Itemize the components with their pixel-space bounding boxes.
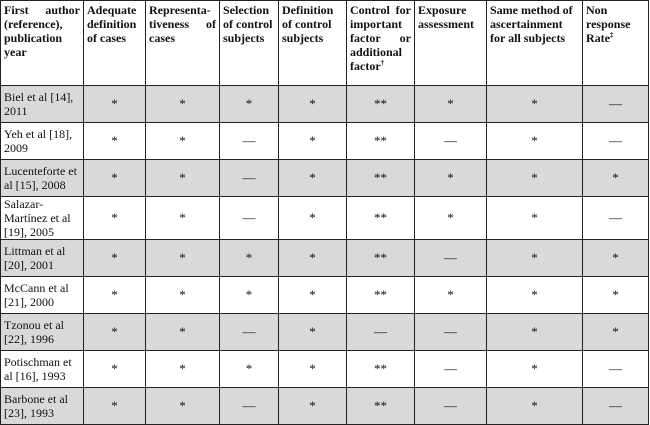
score-cell: * [279, 388, 347, 425]
table-row [1, 351, 649, 388]
column-header-author: First author (reference), publication year [1, 1, 84, 86]
score-cell: * [84, 351, 146, 388]
score-cell: * [583, 277, 649, 314]
table-row [1, 160, 649, 197]
table-row [1, 123, 649, 160]
score-cell: * [146, 314, 220, 351]
author-cell: Salazar-Martínez et al [19], 2005 [1, 197, 84, 240]
score-cell: * [415, 197, 487, 240]
column-header-control-definition: Definition of control subjects [279, 1, 347, 86]
score-cell: — [220, 160, 279, 197]
score-cell: * [487, 388, 583, 425]
score-cell: * [146, 240, 220, 277]
score-cell: * [279, 314, 347, 351]
score-cell: * [279, 240, 347, 277]
score-cell: ** [347, 240, 415, 277]
score-cell: * [84, 388, 146, 425]
score-cell: ** [347, 86, 415, 123]
score-cell: — [220, 197, 279, 240]
author-cell: Littman et al [20], 2001 [1, 240, 84, 277]
column-header-control-factor: Control for important factor or additional factor† [347, 1, 415, 86]
author-cell: Potischman et al [16], 1993 [1, 351, 84, 388]
score-cell: * [487, 123, 583, 160]
score-cell: — [347, 314, 415, 351]
score-cell: — [583, 388, 649, 425]
score-cell: * [487, 160, 583, 197]
score-cell: — [415, 388, 487, 425]
author-cell: Tzonou et al [22], 1996 [1, 314, 84, 351]
column-header-nonresponse: Non response Rate‡ [583, 1, 649, 86]
dagger-footnote-mark: † [380, 59, 385, 67]
score-cell: * [84, 314, 146, 351]
score-cell: ** [347, 160, 415, 197]
column-header-control-selection: Selection of control subjects [220, 1, 279, 86]
table-row [1, 240, 649, 277]
score-cell: * [487, 277, 583, 314]
author-cell: Biel et al [14], 2011 [1, 86, 84, 123]
score-cell: * [415, 277, 487, 314]
score-cell: * [146, 351, 220, 388]
score-cell: * [487, 240, 583, 277]
table-header [1, 1, 649, 86]
score-cell: * [84, 197, 146, 240]
score-cell: * [220, 351, 279, 388]
table-row [1, 86, 649, 123]
score-cell: * [84, 86, 146, 123]
column-header-representativeness: Representa-tiveness of cases [146, 1, 220, 86]
score-cell: * [487, 86, 583, 123]
score-cell: * [220, 86, 279, 123]
table-row [1, 314, 649, 351]
score-cell: * [583, 314, 649, 351]
score-cell: * [583, 240, 649, 277]
score-cell: * [146, 86, 220, 123]
column-header-ascertainment: Same method of ascertainment for all subjects [487, 1, 583, 86]
score-cell: * [279, 351, 347, 388]
score-cell: * [146, 388, 220, 425]
score-cell: * [487, 314, 583, 351]
score-cell: * [279, 197, 347, 240]
score-cell: * [279, 123, 347, 160]
score-cell: * [487, 197, 583, 240]
score-cell: — [415, 240, 487, 277]
score-cell: * [146, 277, 220, 314]
score-cell: * [220, 277, 279, 314]
author-cell: McCann et al [21], 2000 [1, 277, 84, 314]
score-cell: — [415, 351, 487, 388]
score-cell: * [84, 123, 146, 160]
double-dagger-footnote-mark: ‡ [610, 31, 614, 39]
score-cell: * [146, 197, 220, 240]
author-cell: Lucenteforte et al [15], 2008 [1, 160, 84, 197]
score-cell: — [583, 197, 649, 240]
column-header-exposure: Exposure assessment [415, 1, 487, 86]
score-cell: ** [347, 351, 415, 388]
author-cell: Barbone et al [23], 1993 [1, 388, 84, 425]
score-cell: — [220, 388, 279, 425]
score-cell: — [583, 123, 649, 160]
score-cell: ** [347, 388, 415, 425]
score-cell: — [220, 314, 279, 351]
score-cell: — [415, 314, 487, 351]
score-cell: * [583, 160, 649, 197]
score-cell: * [84, 160, 146, 197]
table-row [1, 277, 649, 314]
column-header-case-definition: Adequate definition of cases [84, 1, 146, 86]
score-cell: — [415, 123, 487, 160]
score-cell: ** [347, 277, 415, 314]
table-row [1, 388, 649, 425]
score-cell: * [279, 160, 347, 197]
score-cell: ** [347, 197, 415, 240]
header-row [1, 1, 649, 86]
score-cell: — [583, 351, 649, 388]
score-cell: * [415, 160, 487, 197]
score-cell: * [279, 277, 347, 314]
score-cell: * [146, 160, 220, 197]
score-cell: — [220, 123, 279, 160]
author-cell: Yeh et al [18], 2009 [1, 123, 84, 160]
score-cell: * [220, 240, 279, 277]
score-cell: * [84, 277, 146, 314]
score-cell: ** [347, 123, 415, 160]
score-cell: * [84, 240, 146, 277]
table-row [1, 197, 649, 240]
score-cell: * [279, 86, 347, 123]
score-cell: — [583, 86, 649, 123]
score-cell: * [415, 86, 487, 123]
score-cell: * [487, 351, 583, 388]
score-cell: * [146, 123, 220, 160]
table-body [1, 86, 649, 425]
